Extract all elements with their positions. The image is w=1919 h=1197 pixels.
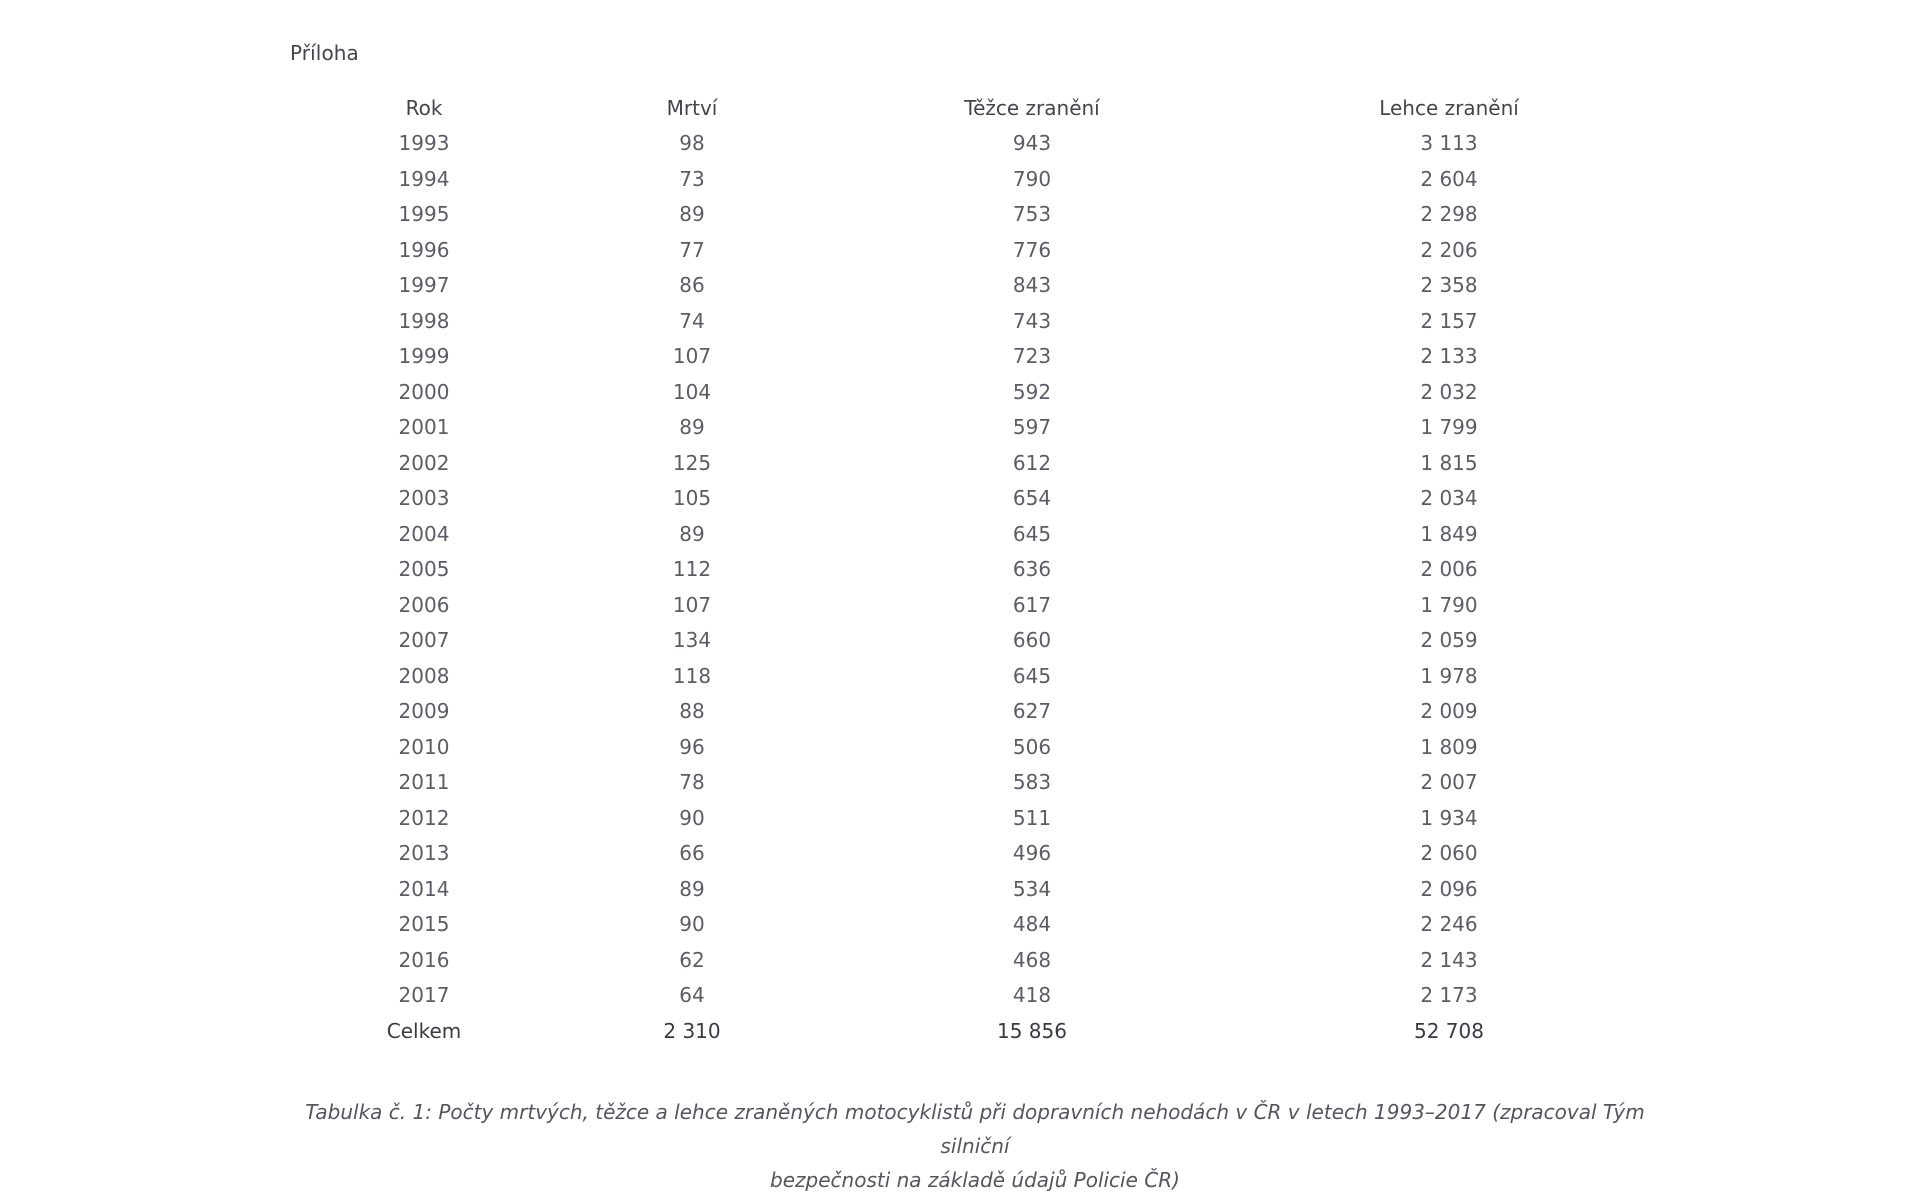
table-row	[290, 339, 1660, 375]
cell-dead: 77	[679, 237, 705, 262]
cell-seriously-injured: 484	[1012, 912, 1052, 936]
cell-seriously-injured: 511	[1012, 805, 1052, 830]
cell-dead: 90	[679, 912, 705, 936]
cell-seriously-injured: 743	[1012, 308, 1052, 333]
table-row	[290, 978, 1660, 1014]
cell-dead: 112	[672, 557, 712, 581]
cell-year: 2014	[398, 876, 450, 901]
caption-line-1: Tabulka č. 1: Počty mrtvých, těžce a lehce zraněných motocyklistů při dopravních nehodách v ČR v letech 1993–2017 (zpracoval Tým silniční	[305, 1100, 1645, 1158]
cell-seriously-injured: 496	[1012, 841, 1052, 865]
table-row	[290, 907, 1660, 943]
column-header-slightly-injured: Lehce zranění	[1379, 96, 1519, 120]
cell-dead: 107	[672, 592, 712, 617]
table-row	[290, 801, 1660, 837]
column-header-year: Rok	[405, 96, 443, 120]
cell-slightly-injured: 2 157	[1420, 308, 1478, 333]
cell-year: 1998	[398, 308, 450, 333]
cell-seriously-injured: 636	[1012, 557, 1052, 581]
column-header-seriously-injured: Těžce zranění	[964, 96, 1100, 120]
cell-year: 1994	[398, 166, 450, 191]
caption-line-2: bezpečnosti na základě údajů Policie ČR)	[770, 1168, 1180, 1192]
table-row	[290, 588, 1660, 624]
cell-year: 2016	[398, 947, 450, 972]
total-slightly-injured: 52 708	[1414, 1018, 1484, 1043]
table-row	[290, 197, 1660, 233]
cell-year: 2010	[398, 734, 450, 759]
cell-dead: 134	[672, 628, 712, 652]
cell-slightly-injured: 2 032	[1420, 379, 1478, 404]
cell-dead: 125	[672, 450, 712, 475]
cell-slightly-injured: 2 133	[1420, 344, 1478, 368]
total-dead: 2 310	[663, 1018, 721, 1043]
table-row	[290, 481, 1660, 517]
cell-year: 1993	[398, 131, 450, 155]
table-row	[290, 410, 1660, 446]
cell-seriously-injured: 723	[1012, 344, 1052, 368]
cell-seriously-injured: 776	[1012, 237, 1052, 262]
cell-year: 1999	[398, 344, 450, 368]
table-row	[290, 517, 1660, 553]
cell-dead: 73	[679, 166, 705, 191]
cell-seriously-injured: 843	[1012, 273, 1052, 297]
table-row	[290, 943, 1660, 979]
total-seriously-injured: 15 856	[997, 1018, 1067, 1043]
cell-year: 2000	[398, 379, 450, 404]
table-row	[290, 730, 1660, 766]
table-row	[290, 765, 1660, 801]
table-row	[290, 659, 1660, 695]
cell-slightly-injured: 1 790	[1420, 592, 1478, 617]
cell-dead: 104	[672, 379, 712, 404]
cell-slightly-injured: 2 009	[1420, 699, 1478, 723]
table-row	[290, 872, 1660, 908]
cell-dead: 86	[679, 273, 705, 297]
cell-dead: 88	[679, 699, 705, 723]
cell-year: 2003	[398, 486, 450, 510]
cell-slightly-injured: 3 113	[1420, 131, 1478, 155]
cell-dead: 89	[679, 202, 705, 226]
table-row	[290, 623, 1660, 659]
cell-year: 1996	[398, 237, 450, 262]
cell-seriously-injured: 943	[1012, 131, 1052, 155]
cell-year: 2002	[398, 450, 450, 475]
cell-slightly-injured: 1 934	[1420, 805, 1478, 830]
appendix-heading: Příloha	[290, 41, 359, 65]
cell-seriously-injured: 418	[1012, 983, 1052, 1007]
table-row	[290, 268, 1660, 304]
cell-seriously-injured: 597	[1012, 415, 1052, 439]
table-body	[290, 126, 1660, 1049]
table-row	[290, 446, 1660, 482]
cell-seriously-injured: 753	[1012, 202, 1052, 226]
column-header-dead: Mrtví	[666, 96, 718, 120]
cell-seriously-injured: 654	[1012, 486, 1052, 510]
cell-dead: 66	[679, 841, 705, 865]
cell-dead: 118	[672, 663, 712, 688]
cell-year: 2017	[398, 983, 450, 1007]
cell-dead: 89	[679, 415, 705, 439]
cell-seriously-injured: 645	[1012, 521, 1052, 546]
cell-dead: 62	[679, 947, 705, 972]
cell-slightly-injured: 2 246	[1420, 912, 1478, 936]
cell-slightly-injured: 2 173	[1420, 983, 1478, 1007]
table-row	[290, 126, 1660, 162]
cell-year: 2005	[398, 557, 450, 581]
cell-dead: 74	[679, 308, 705, 333]
cell-slightly-injured: 2 006	[1420, 557, 1478, 581]
table-row	[290, 375, 1660, 411]
cell-dead: 90	[679, 805, 705, 830]
table-caption	[290, 1095, 1660, 1197]
cell-slightly-injured: 1 809	[1420, 734, 1478, 759]
cell-dead: 89	[679, 876, 705, 901]
cell-slightly-injured: 2 060	[1420, 841, 1478, 865]
cell-seriously-injured: 790	[1012, 166, 1052, 191]
cell-seriously-injured: 583	[1012, 770, 1052, 794]
cell-slightly-injured: 2 298	[1420, 202, 1478, 226]
cell-slightly-injured: 2 206	[1420, 237, 1478, 262]
cell-slightly-injured: 1 849	[1420, 521, 1478, 546]
total-label: Celkem	[386, 1018, 462, 1043]
cell-year: 1997	[398, 273, 450, 297]
cell-dead: 64	[679, 983, 705, 1007]
statistics-table	[290, 90, 1660, 1049]
cell-year: 2015	[398, 912, 450, 936]
cell-seriously-injured: 660	[1012, 628, 1052, 652]
cell-dead: 105	[672, 486, 712, 510]
cell-year: 2008	[398, 663, 450, 688]
table-row	[290, 233, 1660, 269]
cell-year: 2009	[398, 699, 450, 723]
cell-year: 2006	[398, 592, 450, 617]
cell-year: 1995	[398, 202, 450, 226]
cell-seriously-injured: 534	[1012, 876, 1052, 901]
cell-seriously-injured: 612	[1012, 450, 1052, 475]
cell-slightly-injured: 1 799	[1420, 415, 1478, 439]
cell-slightly-injured: 2 604	[1420, 166, 1478, 191]
cell-year: 2012	[398, 805, 450, 830]
cell-year: 2001	[398, 415, 450, 439]
table-row	[290, 162, 1660, 198]
cell-seriously-injured: 468	[1012, 947, 1052, 972]
cell-seriously-injured: 592	[1012, 379, 1052, 404]
cell-dead: 107	[672, 344, 712, 368]
cell-slightly-injured: 1 978	[1420, 663, 1478, 688]
table-total-row	[290, 1014, 1660, 1050]
cell-slightly-injured: 2 143	[1420, 947, 1478, 972]
table-row	[290, 836, 1660, 872]
cell-year: 2007	[398, 628, 450, 652]
cell-year: 2011	[398, 770, 450, 794]
cell-dead: 89	[679, 521, 705, 546]
table-row	[290, 552, 1660, 588]
cell-slightly-injured: 2 034	[1420, 486, 1478, 510]
cell-slightly-injured: 2 007	[1420, 770, 1478, 794]
cell-dead: 96	[679, 734, 705, 759]
table-row	[290, 304, 1660, 340]
cell-slightly-injured: 1 815	[1420, 450, 1478, 475]
cell-slightly-injured: 2 096	[1420, 876, 1478, 901]
table-header-row	[290, 90, 1660, 126]
cell-dead: 98	[679, 131, 705, 155]
cell-seriously-injured: 645	[1012, 663, 1052, 688]
cell-year: 2004	[398, 521, 450, 546]
cell-slightly-injured: 2 358	[1420, 273, 1478, 297]
cell-slightly-injured: 2 059	[1420, 628, 1478, 652]
cell-seriously-injured: 627	[1012, 699, 1052, 723]
cell-seriously-injured: 506	[1012, 734, 1052, 759]
cell-year: 2013	[398, 841, 450, 865]
cell-dead: 78	[679, 770, 705, 794]
table-row	[290, 694, 1660, 730]
cell-seriously-injured: 617	[1012, 592, 1052, 617]
